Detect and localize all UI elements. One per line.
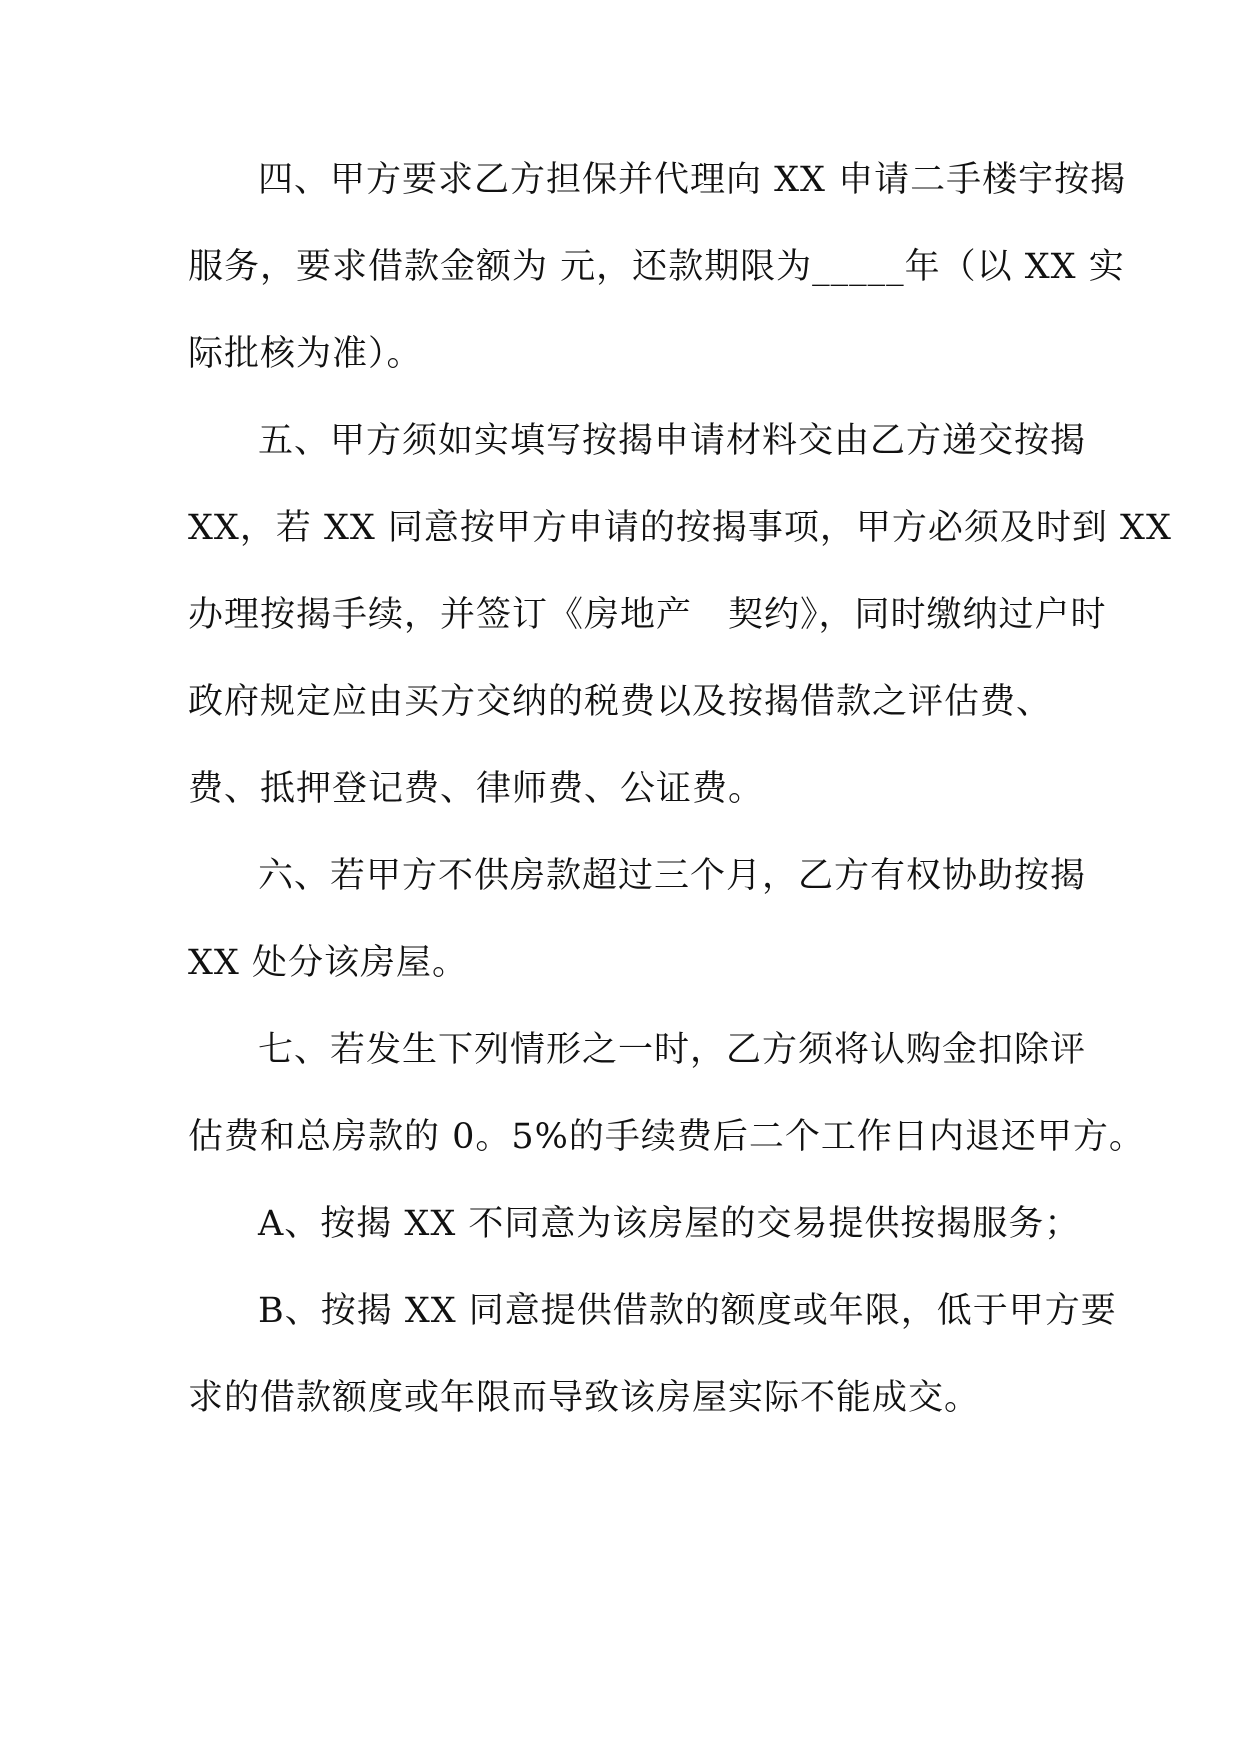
clause-6-line-2: XX 处分该房屋。: [188, 943, 468, 983]
clause-4-line-1: 四、甲方要求乙方担保并代理向 XX 申请二手楼宇按揭: [258, 160, 1127, 200]
clause-5-line-4: 政府规定应由买方交纳的税费以及按揭借款之评估费、: [188, 682, 1053, 722]
clause-6-line-1: 六、若甲方不供房款超过三个月，乙方有权协助按揭: [258, 856, 1087, 896]
clause-5-line-1: 五、甲方须如实填写按揭申请材料交由乙方递交按揭: [258, 421, 1087, 461]
clause-7b-line-2: 求的借款额度或年限而导致该房屋实际不能成交。: [188, 1378, 981, 1418]
clause-7a-line-1: A、按揭 XX 不同意为该房屋的交易提供按揭服务；: [258, 1204, 1081, 1244]
clause-7-line-2: 估费和总房款的 0。5%的手续费后二个工作日内退还甲方。: [188, 1117, 1145, 1157]
clause-7b-line-1: B、按揭 XX 同意提供借款的额度或年限，低于甲方要: [258, 1291, 1117, 1331]
clause-5-line-2: XX，若 XX 同意按甲方申请的按揭事项，甲方必须及时到 XX: [188, 508, 1172, 548]
clause-7-line-1: 七、若发生下列情形之一时，乙方须将认购金扣除评: [258, 1030, 1087, 1070]
clause-5-line-5: 费、抵押登记费、律师费、公证费。: [188, 769, 765, 809]
clause-4-line-3: 际批核为准）。: [188, 334, 423, 374]
clause-5-line-3: 办理按揭手续，并签订《房地产 契约》，同时缴纳过户时: [188, 595, 1107, 635]
clause-4-line-2: 服务，要求借款金额为 元，还款期限为_____年（以 XX 实: [188, 247, 1125, 287]
